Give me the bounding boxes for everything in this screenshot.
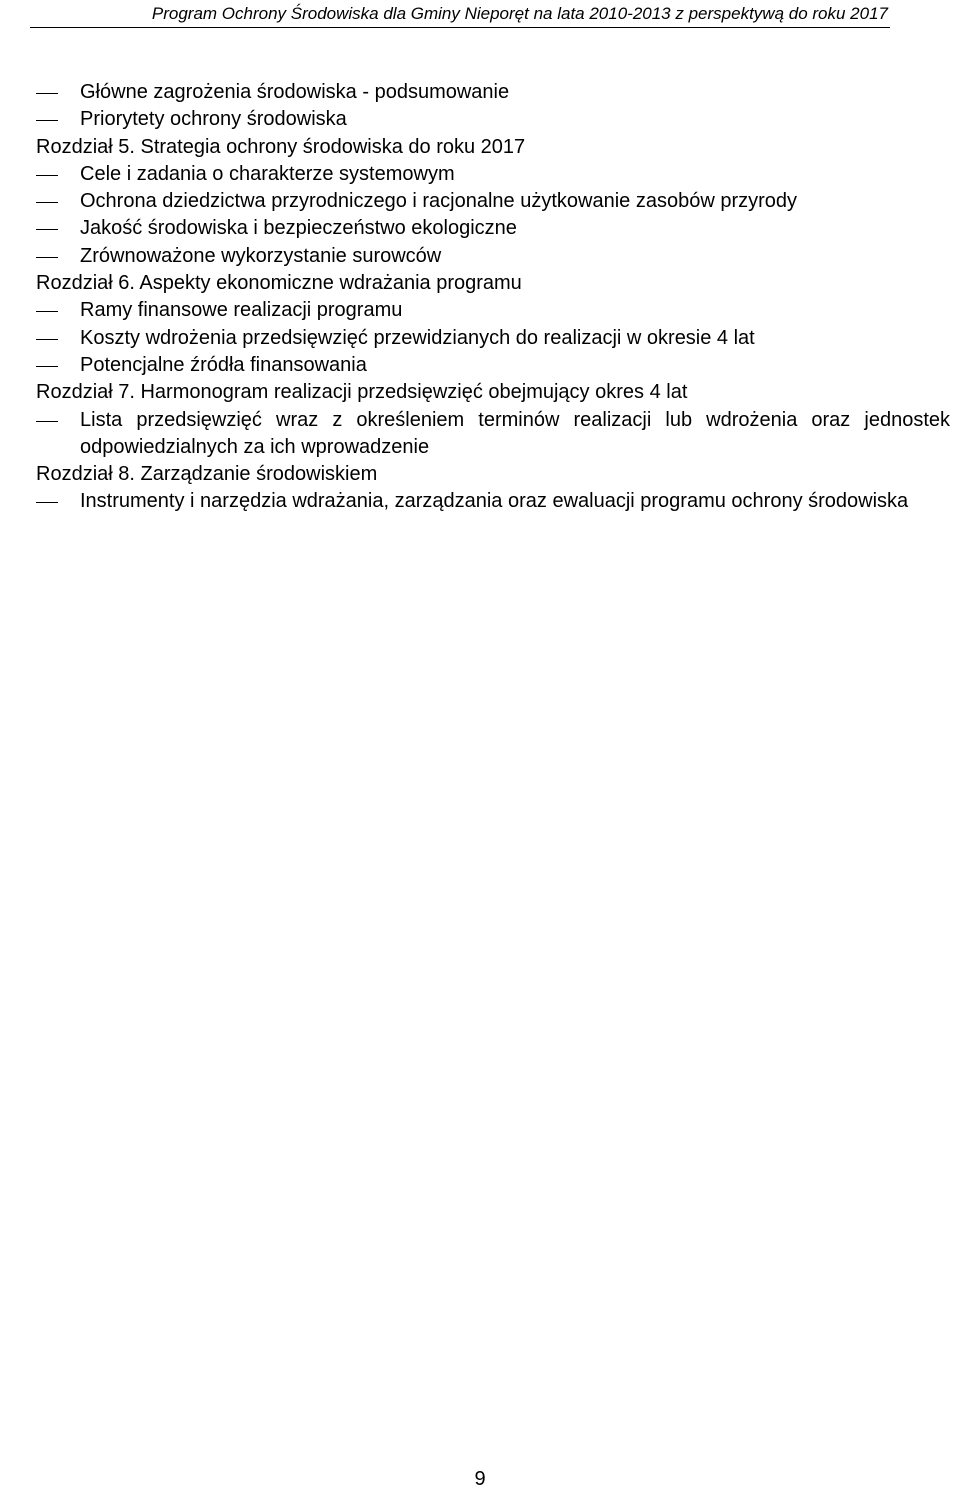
running-header: Program Ochrony Środowiska dla Gminy Nieporęt na lata 2010-2013 z perspektywą do roku 2017	[151, 4, 888, 23]
toc-item-text: Koszty wdrożenia przedsięwzięć przewidzianych do realizacji w okresie 4 lat	[80, 326, 755, 349]
toc-item	[36, 215, 950, 242]
toc-item-text: Potencjalne źródła finansowania	[80, 353, 367, 376]
page-number: 9	[474, 1468, 486, 1490]
toc-chapter	[36, 270, 950, 297]
toc-item-text: Ramy finansowe realizacji programu	[80, 299, 403, 322]
header-rule	[30, 27, 890, 28]
dash-bullet-icon	[36, 339, 58, 340]
dash-bullet-icon	[36, 311, 58, 312]
toc-chapter	[36, 461, 950, 488]
toc-chapter-text: Rozdział 5. Strategia ochrony środowiska do roku 2017	[36, 135, 526, 158]
toc-chapter	[36, 379, 950, 406]
toc-chapter-text: Rozdział 8. Zarządzanie środowiskiem	[36, 463, 378, 486]
toc-item	[36, 188, 950, 215]
toc-item-text: Cele i zadania o charakterze systemowym	[80, 162, 455, 185]
toc-item	[36, 352, 950, 379]
toc-chapter	[36, 134, 950, 161]
dash-bullet-icon	[36, 366, 58, 367]
toc-item	[36, 297, 950, 324]
toc-item-text: Ochrona dziedzictwa przyrodniczego i racjonalne użytkowanie zasobów przyrody	[80, 190, 798, 213]
toc-item-text: Lista przedsięwzięć wraz z określeniem terminów realizacji lub wdrożenia oraz jednostek odpowiedzialnych za ich wprowadzenie	[80, 408, 950, 458]
toc-chapter-text: Rozdział 6. Aspekty ekonomiczne wdrażania programu	[36, 272, 522, 295]
table-of-contents	[36, 79, 950, 516]
toc-item	[36, 79, 950, 106]
dash-bullet-icon	[36, 421, 58, 422]
dash-bullet-icon	[36, 93, 58, 94]
toc-chapter-text: Rozdział 7. Harmonogram realizacji przedsięwzięć obejmujący okres 4 lat	[36, 381, 688, 404]
dash-bullet-icon	[36, 229, 58, 230]
toc-item-text: Instrumenty i narzędzia wdrażania, zarządzania oraz ewaluacji programu ochrony środowiska	[80, 490, 909, 513]
toc-item	[36, 488, 950, 515]
dash-bullet-icon	[36, 202, 58, 203]
toc-item	[36, 106, 950, 133]
toc-item-text: Zrównoważone wykorzystanie surowców	[80, 244, 442, 267]
dash-bullet-icon	[36, 502, 58, 503]
dash-bullet-icon	[36, 175, 58, 176]
toc-item	[36, 407, 950, 462]
dash-bullet-icon	[36, 120, 58, 121]
toc-item-text: Jakość środowiska i bezpieczeństwo ekologiczne	[80, 217, 517, 240]
toc-item	[36, 325, 950, 352]
toc-item-text: Priorytety ochrony środowiska	[80, 108, 347, 131]
toc-item-text: Główne zagrożenia środowiska - podsumowanie	[80, 81, 510, 103]
toc-item	[36, 243, 950, 270]
dash-bullet-icon	[36, 257, 58, 258]
toc-item	[36, 161, 950, 188]
